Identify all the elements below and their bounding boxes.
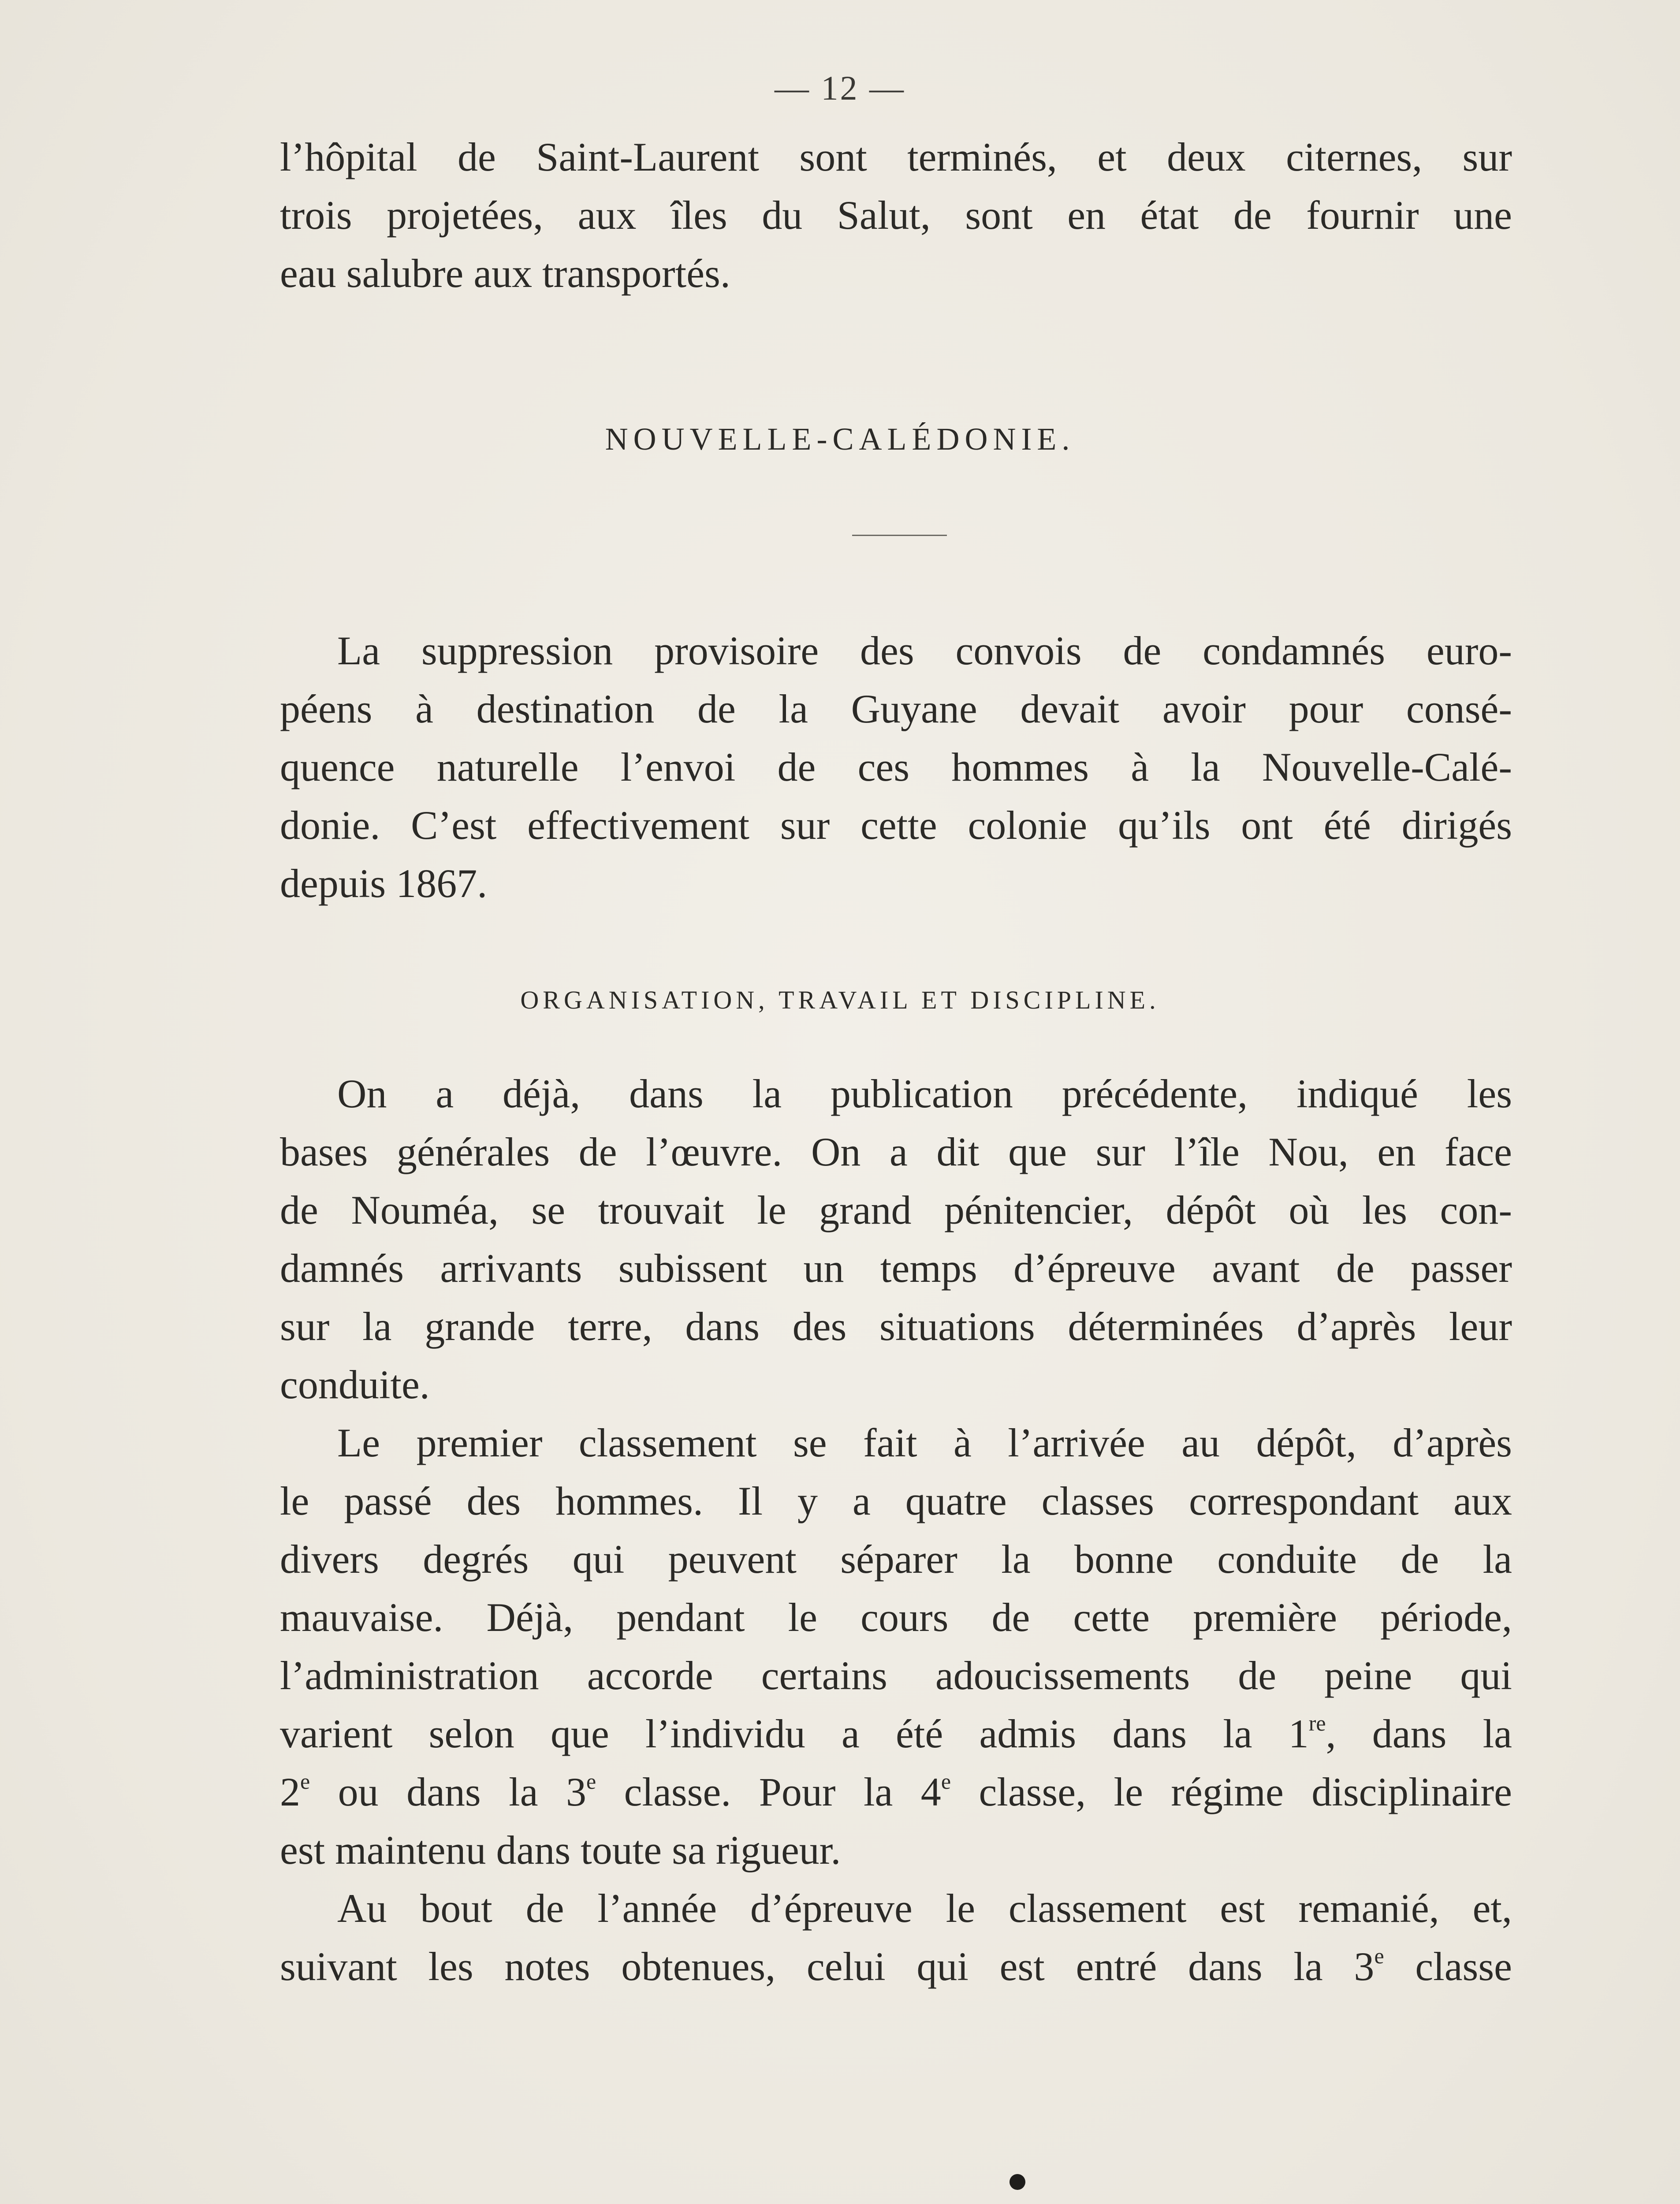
text-line: [280, 1763, 1512, 1821]
page-number: — 12 —: [775, 69, 905, 107]
superscript: re: [1308, 1711, 1326, 1735]
text-line: Au bout de l’année d’épreuve le classement est remanié, et,: [337, 1886, 1512, 1931]
text-line: quence naturelle l’envoi de ces hommes à la Nouvelle-Calé-: [280, 745, 1512, 789]
superscript: e: [586, 1769, 596, 1794]
subsection-title: ORGANISATION, TRAVAIL ET DISCIPLINE.: [520, 986, 1160, 1014]
text-fragment: classe, le régime disciplinaire: [951, 1769, 1512, 1814]
intro-paragraph: [280, 128, 1512, 302]
paragraph-2: [280, 1065, 1512, 1414]
text-line: l’administration accorde certains adoucissements de peine qui: [280, 1653, 1512, 1698]
section-title: NOUVELLE-CALÉDONIE.: [605, 421, 1075, 457]
text-line: de Nouméa, se trouvait le grand pénitencier, dépôt où les con-: [280, 1188, 1512, 1232]
text-line: La suppression provisoire des convois de condamnés euro-: [337, 628, 1512, 673]
text-line: trois projetées, aux îles du Salut, sont en état de fournir une: [280, 193, 1512, 238]
section-divider: [852, 535, 947, 536]
paragraph-1: [280, 622, 1512, 912]
text-line: l’hôpital de Saint-Laurent sont terminés, et deux citernes, sur: [280, 134, 1512, 179]
text-line: est maintenu dans toute sa rigueur.: [280, 1828, 841, 1873]
paragraph-4: [280, 1879, 1512, 1996]
superscript: e: [941, 1769, 951, 1794]
text-line: damnés arrivants subissent un temps d’épreuve avant de passer: [280, 1246, 1512, 1291]
superscript: e: [300, 1769, 310, 1794]
ink-dot: [1009, 2174, 1025, 2190]
text-fragment: classe. Pour la 4: [596, 1769, 941, 1814]
text-fragment: varient selon que l’individu a été admis dans la 1: [280, 1711, 1309, 1756]
text-fragment: suivant les notes obtenues, celui qui est entré dans la 3: [280, 1944, 1375, 1989]
text-line: eau salubre aux transportés.: [280, 251, 730, 296]
text-line: péens à destination de la Guyane devait avoir pour consé-: [280, 686, 1512, 731]
text-line: divers degrés qui peuvent séparer la bonne conduite de la: [280, 1537, 1512, 1582]
text-line: sur la grande terre, dans des situations déterminées d’après leur: [280, 1304, 1512, 1349]
text-line: [280, 1937, 1512, 1996]
superscript: e: [1374, 1943, 1384, 1968]
text-line: Le premier classement se fait à l’arrivée au dépôt, d’après: [337, 1420, 1512, 1465]
text-fragment: 2: [280, 1769, 300, 1814]
text-line: conduite.: [280, 1362, 430, 1407]
text-fragment: classe: [1384, 1944, 1512, 1989]
text-fragment: ou dans la 3: [310, 1769, 586, 1814]
text-line: donie. C’est effectivement sur cette colonie qu’ils ont été dirigés: [280, 803, 1512, 848]
text-line: [280, 1705, 1512, 1763]
text-line: mauvaise. Déjà, pendant le cours de cette première période,: [280, 1595, 1512, 1640]
text-line: depuis 1867.: [280, 861, 488, 906]
paragraph-3: [280, 1414, 1512, 1879]
text-line: On a déjà, dans la publication précédente, indiqué les: [337, 1071, 1512, 1116]
text-line: bases générales de l’œuvre. On a dit que sur l’île Nou, en face: [280, 1129, 1512, 1174]
text-line: le passé des hommes. Il y a quatre classes correspondant aux: [280, 1478, 1512, 1523]
text-fragment: , dans la: [1326, 1711, 1512, 1756]
